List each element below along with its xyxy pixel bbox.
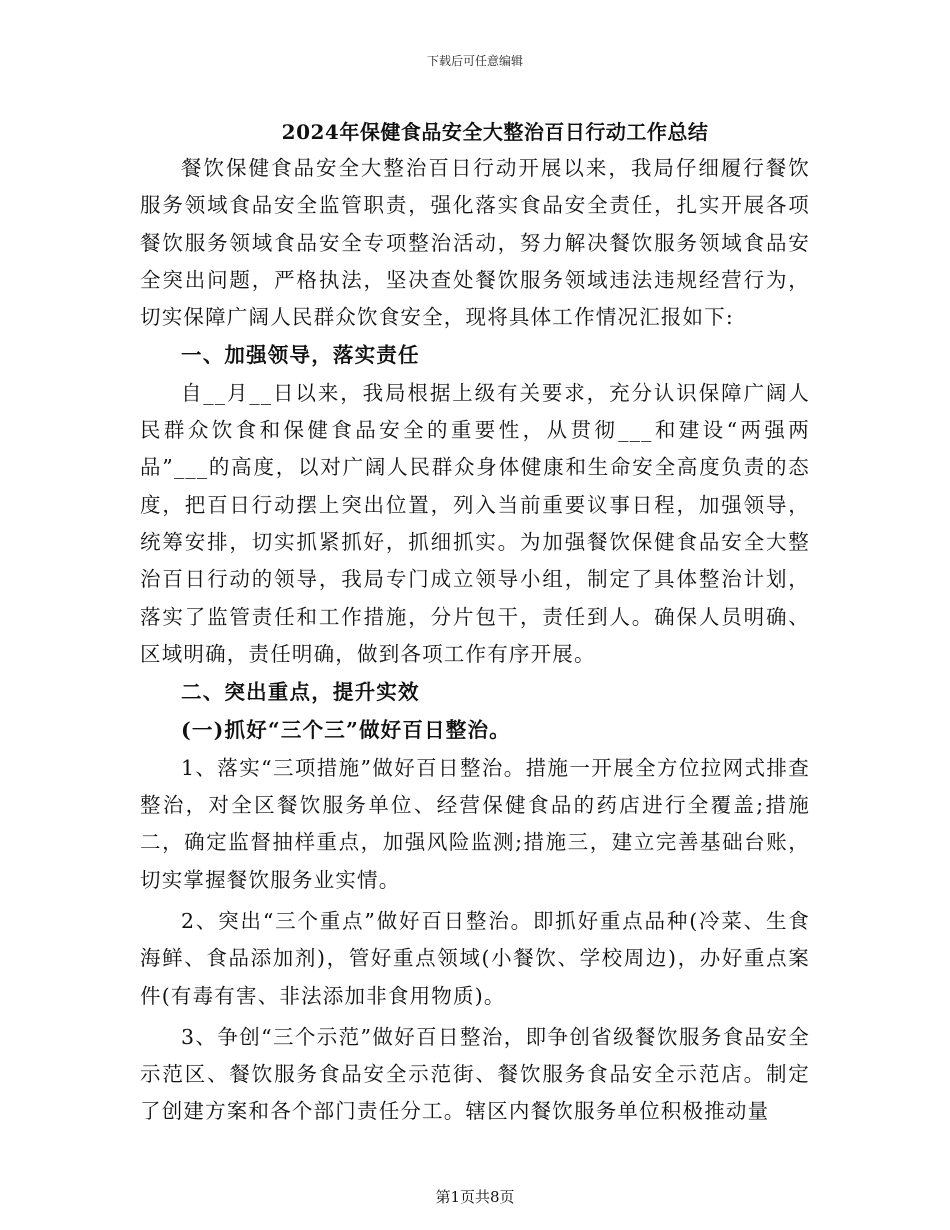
page-header-note: 下载后可任意编辑: [426, 54, 523, 68]
document-body: [140, 150, 810, 1131]
document-title: 2024年保健食品安全大整治百日行动工作总结: [281, 120, 709, 144]
intro-paragraph: 餐饮保健食品安全大整治百日行动开展以来，我局仔细履行餐饮服务领域食品安全监管职责，强化落实食品安全责任，扎实开展各项餐饮服务领域食品安全专项整治活动，努力解决餐饮服务领域食品安全突出问题，严格执法，坚决查处餐饮服务领域违法违规经营行为，切实保障广阔人民群众饮食安全，现将具体工作情况汇报如下:: [140, 156, 810, 330]
page-footer: 第1页共8页: [435, 1188, 515, 1206]
section-heading-1: 一、加强领导，落实责任: [181, 343, 420, 368]
item-2-paragraph: 2、突出“三个重点”做好百日整治。即抓好重点品种(冷菜、生食海鲜、食品添加剂)，管好重点领域(小餐饮、学校周边)，办好重点案件(有毒有害、非法添加非食用物质)。: [140, 908, 810, 1008]
item-3-paragraph: 3、争创“三个示范”做好百日整治，即争创省级餐饮服务食品安全示范区、餐饮服务食品安全示范街、餐饮服务食品安全示范店。制定了创建方案和各个部门责任分工。辖区内餐饮服务单位积极推动量: [140, 1024, 810, 1124]
section-heading-2: 二、突出重点，提升实效: [181, 680, 420, 705]
section-1-paragraph: 自__月__日以来，我局根据上级有关要求，充分认识保障广阔人民群众饮食和保健食品安全的重要性，从贯彻___和建设“两强两品”___的高度，以对广阔人民群众身体健康和生命安全高度负责的态度，把百日行动摆上突出位置，列入当前重要议事日程，加强领导，统筹安排，切实抓紧抓好，抓细抓实。为加强餐饮保健食品安全大整治百日行动的领导，我局专门成立领导小组，制定了具体整治计划，落实了监管责任和工作措施，分片包干，责任到人。确保人员明确、区域明确，责任明确，做到各项工作有序开展。: [140, 380, 810, 666]
item-1-paragraph: 1、落实“三项措施”做好百日整治。措施一开展全方位拉网式排查整治，对全区餐饮服务单位、经营保健食品的药店进行全覆盖;措施二，确定监督抽样重点，加强风险监测;措施三，建立完善基础台账，切实掌握餐饮服务业实情。: [140, 755, 810, 892]
subsection-heading-1: (一)抓好“三个三”做好百日整治。: [181, 718, 511, 743]
